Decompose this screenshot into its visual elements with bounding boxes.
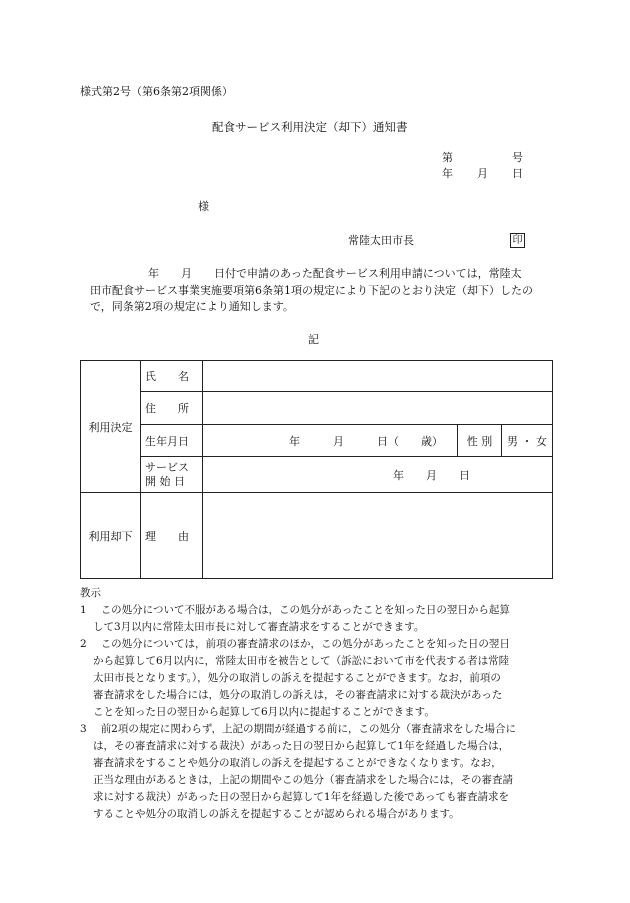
notice-section xyxy=(80,585,556,823)
service-start-label-line: サービス xyxy=(145,460,189,474)
reason-label: 理 由 xyxy=(141,493,203,579)
notice-line: することや処分の取消しの訴えを提起することが認められる場合があります。 xyxy=(93,808,460,820)
decision-table xyxy=(80,360,553,579)
address-label: 住 所 xyxy=(141,392,203,425)
notice-line: 正当な理由があるときは，上記の期間やこの処分（審査請求をした場合には，その審査請 xyxy=(93,774,513,786)
gender-label: 性 別 xyxy=(458,425,502,457)
date-year: 年 xyxy=(442,167,453,180)
issuer-name: 常陸太田市長 xyxy=(348,234,414,247)
doc-number-suffix: 号 xyxy=(512,151,523,164)
notice-line: ことを知った日の翌日から起算して6月以内に提起することができます。 xyxy=(93,706,435,718)
date-month: 月 xyxy=(477,167,488,180)
notice-line: 求に対する裁決）があった日の翌日から起算して1年を経過した後であっても審査請求を xyxy=(93,791,509,803)
notice-line: この処分については，前項の審査請求のほか，この処分があったことを知った日の翌日 xyxy=(100,638,510,650)
notice-item-1 xyxy=(80,602,556,619)
seal-mark: 印 xyxy=(510,233,525,248)
notice-item-number: 1 xyxy=(80,604,87,616)
rejection-label: 利用却下 xyxy=(81,493,141,579)
notice-line: この処分について不服がある場合は，この処分があったことを知った日の翌日から起算 xyxy=(100,604,510,616)
birthdate-value: 年 月 日（ 歳） xyxy=(203,425,458,457)
date-day: 日 xyxy=(512,167,523,180)
notice-line: 審査請求をすることや処分の取消しの訴えを提起することができなくなります。なお， xyxy=(93,757,502,769)
notice-line: 太田市長となります。），処分の取消しの訴えを提起することができます。なお，前項の xyxy=(93,672,501,684)
notice-line: から起算して6月以内に，常陸太田市を被告として（訴訟において市を代表する者は常陸 xyxy=(93,655,510,667)
service-start-label-line: 開 始 日 xyxy=(145,474,185,488)
name-field xyxy=(203,361,553,392)
body-line: で，同条第2項の規定により通知します。 xyxy=(90,300,294,313)
body-line: 年 月 日付で申請のあった配食サービス利用申請については，常陸太 xyxy=(148,267,522,280)
addressee-honorific: 様 xyxy=(198,200,209,213)
notice-line: 前2項の規定に関わらず，上記の期間が経過する前に，この処分（審査請求をした場合に xyxy=(100,723,517,735)
address-field xyxy=(203,392,553,425)
body-paragraph xyxy=(80,266,552,316)
name-label: 氏 名 xyxy=(141,361,203,392)
notice-item-number: 3 xyxy=(80,723,87,735)
form-number: 様式第2号（第6条第2項関係） xyxy=(80,85,233,98)
birthdate-label: 生年月日 xyxy=(141,425,203,457)
gender-value: 男 ・ 女 xyxy=(502,425,553,457)
notice-heading: 教示 xyxy=(80,587,101,599)
ki-label: 記 xyxy=(308,333,319,346)
notice-line: して3月以内に常陸太田市長に対して審査請求をすることができます。 xyxy=(93,621,425,633)
doc-number-prefix: 第 xyxy=(442,151,453,164)
document-title: 配食サービス利用決定（却下）通知書 xyxy=(212,120,408,134)
notice-item-3 xyxy=(80,721,556,738)
approval-label: 利用決定 xyxy=(81,361,141,493)
notice-line: 審査請求をした場合には，処分の取消しの訴えは，その審査請求に対する裁決があった xyxy=(93,689,503,701)
service-start-label xyxy=(141,457,203,493)
notice-item-number: 2 xyxy=(80,638,87,650)
reason-field xyxy=(203,493,553,579)
notice-line: は，その審査請求に対する裁決）があった日の翌日から起算して1年を経過した場合は， xyxy=(93,740,510,752)
notice-item-2 xyxy=(80,636,556,653)
seal-box xyxy=(504,233,525,248)
service-start-value: 年 月 日 xyxy=(203,457,553,493)
body-line: 田市配食サービス事業実施要項第6条第1項の規定により下記のとおり決定（却下）したの xyxy=(90,283,533,297)
